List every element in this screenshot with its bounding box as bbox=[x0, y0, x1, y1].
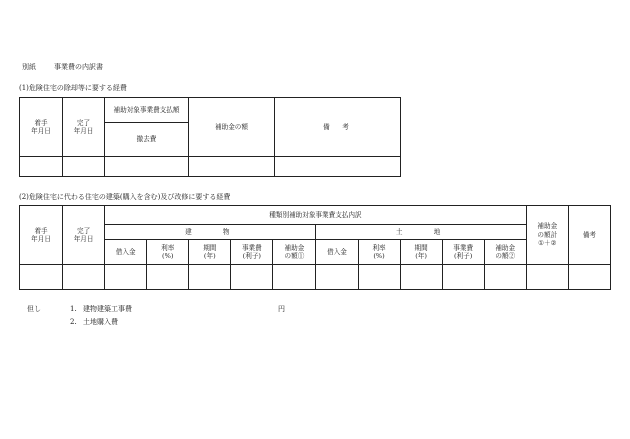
s1-demolition-header: 撤去費 bbox=[105, 123, 189, 157]
s2-data-row bbox=[20, 265, 611, 290]
s2-cell bbox=[63, 265, 105, 290]
s2-building-term-l1: 期間 bbox=[203, 243, 217, 252]
notes-item1-unit: 円 bbox=[278, 305, 285, 313]
s1-data-row bbox=[20, 157, 401, 177]
s2-building-subsidy-l1: 補助金 bbox=[284, 243, 305, 252]
s2-start-line1: 着手 bbox=[34, 226, 48, 235]
s2-building-term-l2: (年) bbox=[203, 252, 216, 260]
s1-start-header bbox=[20, 98, 63, 157]
s2-end-line2: 年月日 bbox=[73, 235, 94, 243]
s2-building-subsidy-l2: の額① bbox=[284, 252, 305, 260]
s1-end-line2: 年月日 bbox=[73, 127, 94, 135]
s2-land-rate bbox=[358, 240, 400, 265]
s2-start-header bbox=[20, 206, 63, 265]
s2-land-cost-l2: (利子) bbox=[453, 252, 473, 260]
s2-breakdown-header: 種類別補助対象事業費支払内訳 bbox=[105, 206, 527, 225]
s1-cell bbox=[20, 157, 63, 177]
section1-table bbox=[19, 97, 401, 177]
s2-cell bbox=[20, 265, 63, 290]
notes-item2-text: 土地購入費 bbox=[83, 318, 118, 326]
s2-building-cost-l2: (利子) bbox=[242, 252, 262, 260]
s2-land-header: 土 地 bbox=[316, 225, 526, 240]
s1-start-line2: 年月日 bbox=[31, 127, 51, 135]
s1-end-header bbox=[63, 98, 105, 157]
s2-building-rate-l1: 利率 bbox=[161, 243, 175, 252]
s2-cell bbox=[400, 265, 442, 290]
s2-end-header bbox=[63, 206, 105, 265]
s2-start-line2: 年月日 bbox=[31, 235, 51, 243]
s2-total-line3: ①＋② bbox=[538, 239, 557, 248]
s2-land-subsidy-l2: の額② bbox=[495, 252, 516, 260]
s1-start-line1: 着手 bbox=[34, 118, 48, 127]
section2-heading: (2)危険住宅に代わる住宅の建築(購入を含む)及び改修に要する経費 bbox=[19, 193, 231, 201]
s1-cell bbox=[189, 157, 275, 177]
s2-building-loan: 借入金 bbox=[105, 240, 147, 265]
notes-item2-number: 2. bbox=[70, 318, 77, 326]
s1-cell bbox=[63, 157, 105, 177]
s1-subsidy-header: 補助金の額 bbox=[189, 98, 275, 157]
s2-remarks-header: 備考 bbox=[568, 206, 610, 265]
notes-lead: 但し bbox=[27, 305, 41, 313]
s2-cell bbox=[273, 265, 316, 290]
s2-building-term bbox=[189, 240, 231, 265]
s1-end-line1: 完了 bbox=[76, 118, 91, 127]
s2-cell bbox=[526, 265, 568, 290]
s2-land-term-l1: 期間 bbox=[414, 243, 428, 252]
s2-land-subsidy bbox=[484, 240, 526, 265]
s2-cell bbox=[358, 265, 400, 290]
s2-end-line1: 完了 bbox=[77, 226, 91, 235]
s2-building-rate bbox=[147, 240, 189, 265]
s2-land-rate-l1: 利率 bbox=[372, 243, 386, 252]
s2-building-subsidy bbox=[273, 240, 316, 265]
s2-building-rate-l2: (%) bbox=[162, 252, 174, 260]
s2-building-cost-l1: 事業費 bbox=[241, 243, 262, 252]
doc-title: 事業費の内訳書 bbox=[54, 63, 103, 71]
s2-land-cost bbox=[442, 240, 484, 265]
s1-cell bbox=[105, 157, 189, 177]
s2-building-cost bbox=[231, 240, 273, 265]
s2-cell bbox=[105, 265, 147, 290]
s1-cell bbox=[275, 157, 401, 177]
s2-land-loan: 借入金 bbox=[316, 240, 358, 265]
notes-item1-text: 建物建築工事費 bbox=[83, 305, 132, 313]
s1-remarks-header: 備 考 bbox=[275, 98, 401, 157]
notes-item1-number: 1. bbox=[70, 305, 77, 313]
s2-building-header: 建 物 bbox=[105, 225, 316, 240]
s2-total-line2: の額計 bbox=[537, 230, 558, 239]
s2-land-subsidy-l1: 補助金 bbox=[495, 243, 516, 252]
s2-land-rate-l2: (%) bbox=[373, 252, 385, 260]
section2-table bbox=[19, 205, 611, 290]
s2-cell bbox=[147, 265, 189, 290]
s2-cell bbox=[484, 265, 526, 290]
s2-cell bbox=[189, 265, 231, 290]
section1-heading: (1)危険住宅の除却等に要する経費 bbox=[19, 84, 127, 92]
s2-cell bbox=[231, 265, 273, 290]
s2-cell bbox=[316, 265, 358, 290]
s2-cell bbox=[568, 265, 610, 290]
doc-label: 別紙 bbox=[22, 63, 36, 71]
s2-cell bbox=[442, 265, 484, 290]
s2-total-header bbox=[526, 206, 568, 265]
s2-total-line1: 補助金 bbox=[537, 222, 558, 231]
s2-land-term-l2: (年) bbox=[415, 252, 427, 260]
s2-land-cost-l1: 事業費 bbox=[453, 243, 474, 252]
s2-land-term bbox=[400, 240, 442, 265]
s1-target-group-header: 補助対象事業費支払額 bbox=[105, 98, 189, 123]
